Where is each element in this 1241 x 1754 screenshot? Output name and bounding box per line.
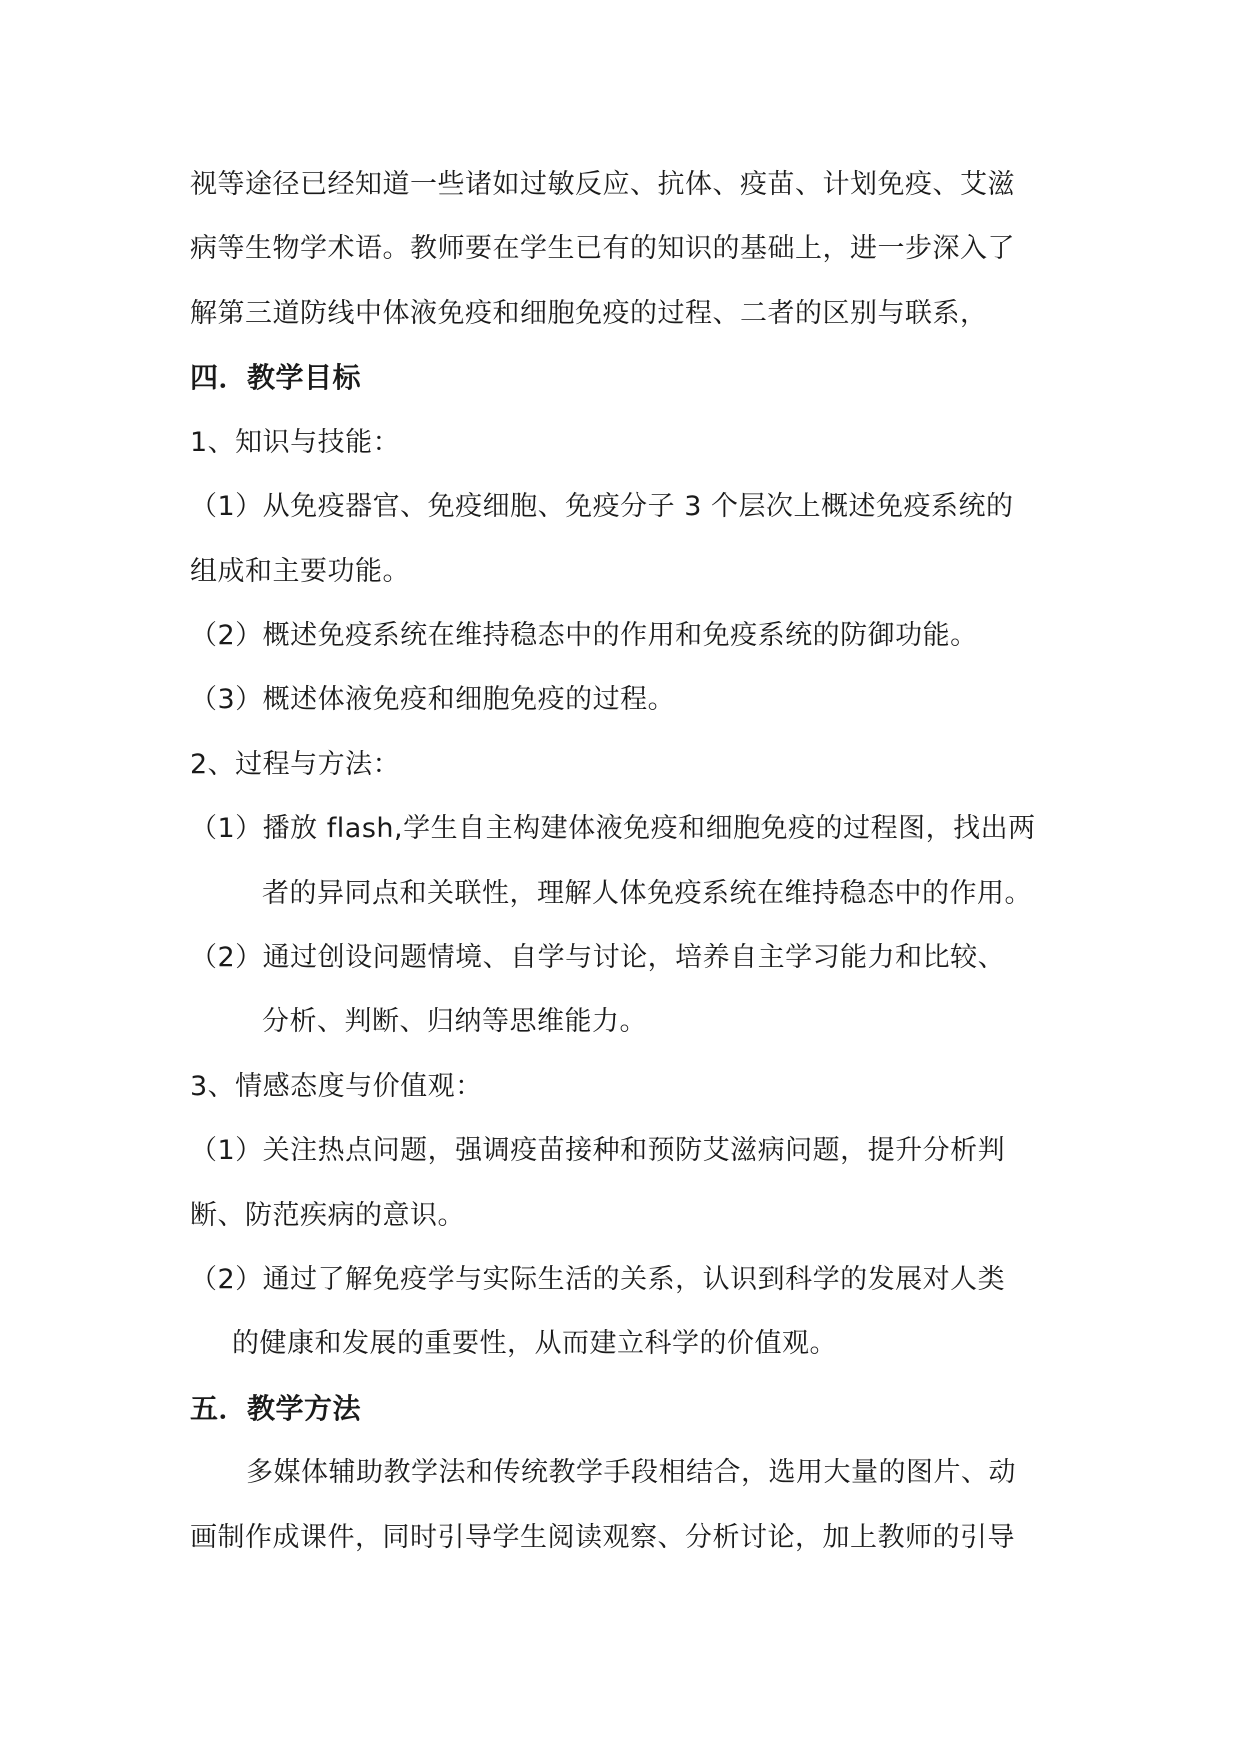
intro-line-3: 解第三道防线中体液免疫和细胞免疫的过程、二者的区别与联系， [190,298,988,329]
process-item-1-line-2: 者的异同点和关联性，理解人体免疫系统在维持稳态中的作用。 [262,878,1032,909]
emotion-heading: 3、情感态度与价值观： [190,1071,483,1102]
emotion-item-1-line-1: （1）关注热点问题，强调疫苗接种和预防艾滋病问题，提升分析判 [190,1135,1006,1166]
process-item-2-line-1: （2）通过创设问题情境、自学与讨论，培养自主学习能力和比较、 [190,942,1006,973]
intro-line-1: 视等途径已经知道一些诸如过敏反应、抗体、疫苗、计划免疫、艾滋 [190,169,1015,200]
intro-line-2: 病等生物学术语。教师要在学生已有的知识的基础上，进一步深入了 [190,233,1015,264]
process-heading: 2、过程与方法： [190,749,401,780]
emotion-item-2-line-2: 的健康和发展的重要性，从而建立科学的价值观。 [232,1328,837,1359]
section-5-heading: 五．教学方法 [190,1392,362,1425]
method-para-line-2: 画制作成课件，同时引导学生阅读观察、分析讨论，加上教师的引导 [190,1522,1015,1553]
knowledge-item-2: （2）概述免疫系统在维持稳态中的作用和免疫系统的防御功能。 [190,620,978,651]
emotion-item-2-line-1: （2）通过了解免疫学与实际生活的关系，认识到科学的发展对人类 [190,1264,1006,1295]
process-item-2-line-2: 分析、判断、归纳等思维能力。 [262,1006,647,1037]
method-para-line-1: 多媒体辅助教学法和传统教学手段相结合，选用大量的图片、动 [246,1457,1016,1488]
knowledge-item-1-line-1: （1）从免疫器官、免疫细胞、免疫分子 3 个层次上概述免疫系统的 [190,491,1014,522]
emotion-item-1-line-2: 断、防范疾病的意识。 [190,1200,465,1231]
knowledge-item-3: （3）概述体液免疫和细胞免疫的过程。 [190,684,676,715]
knowledge-item-1-line-2: 组成和主要功能。 [190,556,410,587]
process-item-1-line-1: （1）播放 flash,学生自主构建体液免疫和细胞免疫的过程图，找出两 [190,813,1036,844]
knowledge-heading: 1、知识与技能： [190,427,401,458]
section-4-heading: 四．教学目标 [190,361,362,394]
